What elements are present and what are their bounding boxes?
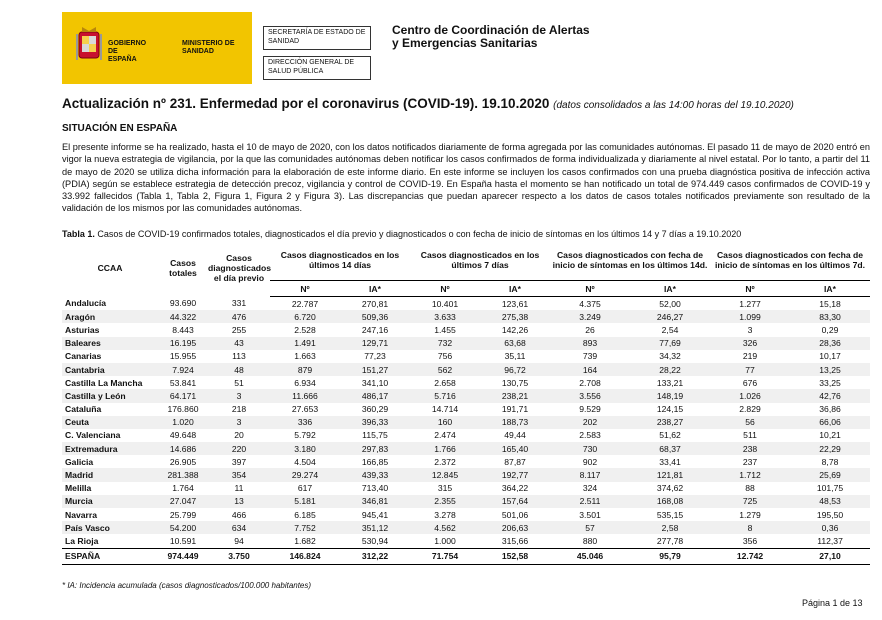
table-cell: 2.708 [579, 377, 601, 388]
header-ccaa: CCAA [97, 263, 123, 274]
page-number: Página 1 de 13 [802, 598, 863, 608]
table-cell: 71.754 [410, 548, 480, 564]
table-cell: 270,81 [361, 298, 389, 309]
table-cell: 68,37 [630, 442, 710, 455]
header-diag14: Casos diagnosticados en los últimos 14 días [280, 250, 400, 270]
subheader-ia: IA* [480, 281, 550, 297]
table-cell: 10.401 [431, 298, 459, 309]
table-cell: 237 [742, 456, 758, 467]
table-cell: 1.277 [739, 298, 761, 309]
table-cell: 9.529 [579, 404, 601, 415]
table-cell: Murcia [62, 495, 158, 508]
table-cell: 360,29 [361, 404, 389, 415]
table-cell: 10,21 [819, 430, 841, 441]
table-cell: 195,50 [816, 509, 844, 520]
table-cell: 880 [582, 535, 598, 546]
table-cell: 66,06 [790, 416, 870, 429]
table-cell: 5.181 [270, 495, 340, 508]
table-cell: Asturias [65, 324, 100, 335]
table-cell: 5.716 [410, 389, 480, 402]
table-cell: 10,17 [819, 351, 841, 362]
table-cell: 617 [297, 483, 313, 494]
table-row [62, 297, 870, 311]
table-cell: 1.279 [739, 509, 761, 520]
table-cell: 2,54 [661, 324, 679, 335]
table-cell: Navarra [65, 509, 98, 520]
table-cell: 945,41 [361, 509, 389, 520]
table-cell: 756 [437, 351, 453, 362]
header-prev-day: Casos diagnosticados el día previo [208, 253, 272, 284]
table-cell: 6.185 [294, 509, 316, 520]
table-row [62, 323, 870, 336]
table-cell: 168,08 [630, 495, 710, 508]
table-cell: 2.658 [434, 377, 456, 388]
table-cell: Ceuta [62, 416, 158, 429]
intro-paragraph: El presente informe se ha realizado, hasta el 10 de mayo de 2020, con los datos notificados diariamente de forma agregada por las comunidades autónomas. El pasado 11 de mayo de 2020 entró en vigor la nueva estrategia de vigilancia, por la que las comunidades autónomas deben notificar los casos confirmados de forma individualizada y diariamente al nivel estatal. Por lo tanto, a partir del 11 de mayo de 2020 se utiliza dicha información para la elaboración de este informe diario. En este informe se incluyen los casos confirmados con una prueba diagnóstica positiva de infección activa (PDIA) según se establece estrategia de detección precoz, vigilancia y control de COVID-19. En España hasta el momento se han notificado un total de 974.449 casos confirmados de COVID-19 y 33.992 fallecidos (Tabla 1, Tabla 2, Figura 1, Figura 2 y Figura 3). Las discrepancias que puedan aparecer respecto a los datos de casos totales notificados previamente son resultado de la validación de los mismos por las comunidades autónomas. [62, 142, 870, 214]
table-cell: 275,38 [480, 310, 550, 323]
table-cell: 93.690 [169, 298, 197, 309]
table-cell: 124,15 [656, 404, 684, 415]
table-cell: 3.556 [550, 389, 630, 402]
table-cell: 27,10 [790, 548, 870, 564]
table-cell: 1.764 [172, 483, 194, 494]
table-row [62, 429, 870, 442]
table-cell: 3 [747, 324, 753, 335]
table-cell: 374,62 [656, 483, 684, 494]
table-cell: 123,61 [501, 298, 529, 309]
table-cell: 83,30 [790, 310, 870, 323]
table-cell: 2.355 [410, 495, 480, 508]
table-cell: 0,29 [821, 324, 839, 335]
table-cell: 3.249 [550, 310, 630, 323]
table-cell: 439,33 [340, 468, 410, 481]
table-cell: 530,94 [361, 535, 389, 546]
table-cell: 130,75 [501, 377, 529, 388]
table-cell: 277,78 [656, 535, 684, 546]
table-cell: 8,78 [821, 456, 839, 467]
table-cell: Canarias [65, 351, 102, 362]
table-cell: 2.829 [739, 404, 761, 415]
table-cell: 3 [208, 416, 270, 429]
table-cell: 35,11 [504, 351, 526, 362]
table-cell: 281.388 [158, 468, 208, 481]
table-row [62, 495, 870, 508]
table-cell: 42,76 [790, 389, 870, 402]
table-cell: 22.787 [291, 298, 319, 309]
table-cell: 13,25 [790, 363, 870, 376]
table-cell: 315,66 [501, 535, 529, 546]
table-cell: 315 [437, 483, 453, 494]
table-cell: 87,87 [504, 456, 526, 467]
table-row [62, 337, 870, 350]
table-cell: 1.455 [434, 324, 456, 335]
table-cell: 312,22 [340, 548, 410, 564]
table-cell: 49,44 [504, 430, 526, 441]
header-diag7: Casos diagnosticados en los últimos 7 días [420, 250, 540, 270]
footnote: * IA: Incidencia acumulada (casos diagnosticados/100.000 habitantes) [62, 581, 312, 590]
subheader-n: Nº [550, 281, 630, 297]
table-cell: 1.682 [294, 535, 316, 546]
table-cell: 501,06 [501, 509, 529, 520]
table-cell: 1.026 [710, 389, 790, 402]
table-cell: 676 [742, 377, 758, 388]
table-cell: 713,40 [361, 483, 389, 494]
table-row [62, 442, 870, 455]
table-cell: 238 [710, 442, 790, 455]
table-cell: 115,75 [362, 430, 388, 441]
table-cell: 121,81 [630, 468, 710, 481]
table-cell: 3 [208, 389, 270, 402]
table-cell: 26.905 [169, 456, 197, 467]
table-cell: 396,33 [340, 416, 410, 429]
table-cell: 34,32 [659, 351, 681, 362]
ministry-label: MINISTERIO DE SANIDAD [182, 40, 235, 55]
table-cell: 238,21 [480, 389, 550, 402]
table-cell: 8.117 [550, 468, 630, 481]
cases-table [62, 240, 870, 565]
table-total-row [62, 548, 870, 564]
table-cell: 165,40 [480, 442, 550, 455]
table-cell: 6.934 [294, 377, 316, 388]
table-cell: 247,16 [361, 324, 389, 335]
table-row [62, 455, 870, 468]
table-cell: 54.200 [158, 521, 208, 534]
table-cell: 364,22 [501, 483, 529, 494]
table-cell: 297,83 [340, 442, 410, 455]
table-cell: 49.648 [169, 430, 197, 441]
table-cell: 6.720 [270, 310, 340, 323]
table-row [62, 508, 870, 521]
table-cell: 220 [208, 442, 270, 455]
table-cell: Madrid [62, 468, 158, 481]
table-cell: 15.955 [169, 351, 197, 362]
table-cell: 96,72 [480, 363, 550, 376]
table-cell: 20 [234, 430, 244, 441]
table-cell: 27.653 [291, 404, 319, 415]
table-cell: Aragón [62, 310, 158, 323]
table-cell: 562 [410, 363, 480, 376]
table-cell: 14.686 [158, 442, 208, 455]
table-cell: 52,00 [659, 298, 681, 309]
table-cell: 48 [208, 363, 270, 376]
directorate-box: DIRECCIÓN GENERAL DE SALUD PÚBLICA [263, 56, 371, 80]
table-cell: 331 [231, 298, 247, 309]
table-caption-label: Tabla 1. [62, 229, 95, 239]
table-cell: 739 [582, 351, 598, 362]
table-cell: 94 [234, 535, 244, 546]
table-cell: 56 [710, 416, 790, 429]
table-row [62, 534, 870, 548]
table-cell: 142,26 [501, 324, 529, 335]
table-cell: 27.047 [158, 495, 208, 508]
table-cell: 902 [582, 456, 598, 467]
table-cell: 11.666 [270, 389, 340, 402]
table-cell: 157,64 [480, 495, 550, 508]
table-cell: 188,73 [480, 416, 550, 429]
table-cell: 13 [208, 495, 270, 508]
table-cell: 466 [231, 509, 247, 520]
table-cell: 112,37 [817, 535, 843, 546]
table-cell: 3.750 [208, 548, 270, 564]
table-cell: Baleares [62, 337, 158, 350]
table-cell: 45.046 [550, 548, 630, 564]
table-row [62, 482, 870, 495]
table-cell: Castilla La Mancha [65, 377, 143, 388]
table-cell: 14.714 [431, 404, 459, 415]
table-cell: 1.491 [270, 337, 340, 350]
table-cell: 4.562 [410, 521, 480, 534]
table-cell: 151,27 [340, 363, 410, 376]
table-cell: 1.712 [710, 468, 790, 481]
table-cell: 3.501 [579, 509, 601, 520]
section-heading: SITUACIÓN EN ESPAÑA [62, 123, 178, 134]
table-cell: 166,85 [361, 456, 389, 467]
table-cell: 3.278 [434, 509, 456, 520]
table-cell: 148,19 [630, 389, 710, 402]
table-row [62, 468, 870, 481]
table-cell: 7.924 [158, 363, 208, 376]
subheader-n: Nº [710, 281, 790, 297]
title-note: (datos consolidados a las 14:00 horas del 19.10.2020) [553, 100, 794, 111]
table-cell: 57 [550, 521, 630, 534]
table-cell: 7.752 [270, 521, 340, 534]
table-row [62, 416, 870, 429]
table-cell: País Vasco [62, 521, 158, 534]
table-cell: 25.799 [169, 509, 197, 520]
table-cell: 63,68 [480, 337, 550, 350]
table-caption [62, 229, 870, 239]
table-cell: 51,62 [659, 430, 681, 441]
table-cell: Andalucía [65, 298, 107, 309]
table-cell: 1.099 [710, 310, 790, 323]
table-body [62, 297, 870, 549]
table-cell: 192,77 [480, 468, 550, 481]
table-cell: 25,69 [790, 468, 870, 481]
table-cell: 4.375 [579, 298, 601, 309]
header-total: Casos totales [169, 258, 197, 279]
table-cell: 176.860 [167, 404, 199, 415]
table-caption-text: Casos de COVID-19 confirmados totales, diagnosticados el día previo y diagnosticados o con fecha de inicio de síntomas en los últimos 14 y 7 días a 19.10.2020 [97, 229, 742, 239]
subheader-n: Nº [270, 281, 340, 297]
table-cell: 51 [234, 377, 244, 388]
table-cell: 535,15 [656, 509, 684, 520]
table-row [62, 521, 870, 534]
header-sym7: Casos diagnosticados con fecha de inicio de síntomas en los últimos 7d. [715, 250, 865, 270]
table-cell: 191,71 [501, 404, 529, 415]
table-row [62, 389, 870, 402]
table-cell: Melilla [65, 483, 92, 494]
table-cell: 3.180 [270, 442, 340, 455]
table-cell: 64.171 [158, 389, 208, 402]
table-cell: 356 [742, 535, 758, 546]
table-cell: ESPAÑA [62, 548, 158, 564]
table-cell: 324 [582, 483, 598, 494]
table-cell: 48,53 [790, 495, 870, 508]
table-cell: 53.841 [169, 377, 197, 388]
government-label: GOBIERNO DE ESPAÑA [108, 40, 147, 63]
table-cell: 255 [231, 324, 247, 335]
table-cell: 2.474 [434, 430, 456, 441]
table-cell: 95,79 [630, 548, 710, 564]
table-cell: 476 [208, 310, 270, 323]
table-cell: 732 [410, 337, 480, 350]
table-cell: 246,27 [630, 310, 710, 323]
table-cell: 2,58 [630, 521, 710, 534]
table-cell: 101,75 [816, 483, 844, 494]
table-cell: 730 [550, 442, 630, 455]
table-cell: 2.583 [579, 430, 601, 441]
table-cell: 1.000 [434, 535, 456, 546]
table-row [62, 350, 870, 363]
table-cell: 12.742 [710, 548, 790, 564]
table-cell: 16.195 [158, 337, 208, 350]
table-cell: 397 [231, 456, 247, 467]
table-cell: 2.511 [550, 495, 630, 508]
table-cell: 26 [585, 324, 595, 335]
table-cell: 113 [232, 351, 246, 362]
table-cell: 238,27 [630, 416, 710, 429]
table-cell: 354 [208, 468, 270, 481]
table-cell: 351,12 [340, 521, 410, 534]
table-cell: Extremadura [62, 442, 158, 455]
table-cell: 326 [710, 337, 790, 350]
table-cell: 8 [710, 521, 790, 534]
table-cell: 634 [208, 521, 270, 534]
table-cell: C. Valenciana [65, 430, 121, 441]
table-cell: 29.274 [270, 468, 340, 481]
table-cell: 725 [710, 495, 790, 508]
table-cell: 15,18 [819, 298, 841, 309]
table-cell: 22,29 [790, 442, 870, 455]
table-cell: 88 [745, 483, 755, 494]
table-cell: 5.792 [294, 430, 316, 441]
table-cell: 879 [270, 363, 340, 376]
subheader-ia: IA* [340, 281, 410, 297]
table-cell: 77,69 [630, 337, 710, 350]
subheader-ia: IA* [630, 281, 710, 297]
table-row [62, 310, 870, 323]
table-cell: 974.449 [158, 548, 208, 564]
table-cell: 77 [710, 363, 790, 376]
header-sym14: Casos diagnosticados con fecha de inicio de síntomas en los últimos 14d. [552, 250, 708, 270]
table-cell: 146.824 [270, 548, 340, 564]
table-cell: 893 [550, 337, 630, 350]
table-cell: 511 [743, 430, 757, 441]
table-cell: 346,81 [340, 495, 410, 508]
table-cell: 206,63 [480, 521, 550, 534]
table-cell: 77,23 [364, 351, 386, 362]
page-title [62, 96, 794, 111]
table-cell: 1.663 [294, 351, 316, 362]
table-cell: 152,58 [480, 548, 550, 564]
table-cell: La Rioja [65, 535, 99, 546]
subheader-ia: IA* [790, 281, 870, 297]
coat-of-arms-icon [76, 26, 102, 66]
table-cell: 2.372 [434, 456, 456, 467]
table-cell: 218 [231, 404, 247, 415]
table-cell: 486,17 [340, 389, 410, 402]
table-cell: Cantabria [62, 363, 158, 376]
table-cell: 160 [410, 416, 480, 429]
table-cell: 219 [742, 351, 758, 362]
table-cell: 8.443 [172, 324, 194, 335]
government-logo [62, 12, 252, 84]
table-row [62, 363, 870, 376]
table-cell: 28,22 [630, 363, 710, 376]
table-cell: 12.845 [410, 468, 480, 481]
table-row [62, 403, 870, 416]
table-cell: 1.020 [158, 416, 208, 429]
table-cell: 341,10 [361, 377, 389, 388]
table-cell: 2.528 [294, 324, 316, 335]
secretariat-box: SECRETARÍA DE ESTADO DE SANIDAD [263, 26, 371, 50]
table-cell: 509,36 [340, 310, 410, 323]
table-cell: 44.322 [158, 310, 208, 323]
table-cell: Galicia [65, 456, 94, 467]
table-cell: 336 [270, 416, 340, 429]
table-cell: 0,36 [790, 521, 870, 534]
table-cell: 43 [208, 337, 270, 350]
table-cell: 3.633 [410, 310, 480, 323]
table-cell: 4.504 [294, 456, 316, 467]
table-cell: 33,41 [659, 456, 681, 467]
table-cell: 164 [550, 363, 630, 376]
table-cell: 129,71 [340, 337, 410, 350]
table-cell: 28,36 [790, 337, 870, 350]
table-cell: 11 [234, 483, 244, 494]
table-cell: Castilla y León [62, 389, 158, 402]
table-cell: 1.766 [410, 442, 480, 455]
subheader-n: Nº [410, 281, 480, 297]
table-cell: Cataluña [65, 404, 102, 415]
center-name: Centro de Coordinación de Alertas y Emergencias Sanitarias [392, 23, 590, 50]
table-cell: 202 [550, 416, 630, 429]
table-cell: 33,25 [819, 377, 841, 388]
table-cell: 36,86 [819, 404, 841, 415]
title-text: Actualización nº 231. Enfermedad por el coronavirus (COVID-19). 19.10.2020 [62, 96, 550, 111]
table-cell: 133,21 [656, 377, 684, 388]
table-row [62, 376, 870, 389]
table-cell: 10.591 [169, 535, 197, 546]
